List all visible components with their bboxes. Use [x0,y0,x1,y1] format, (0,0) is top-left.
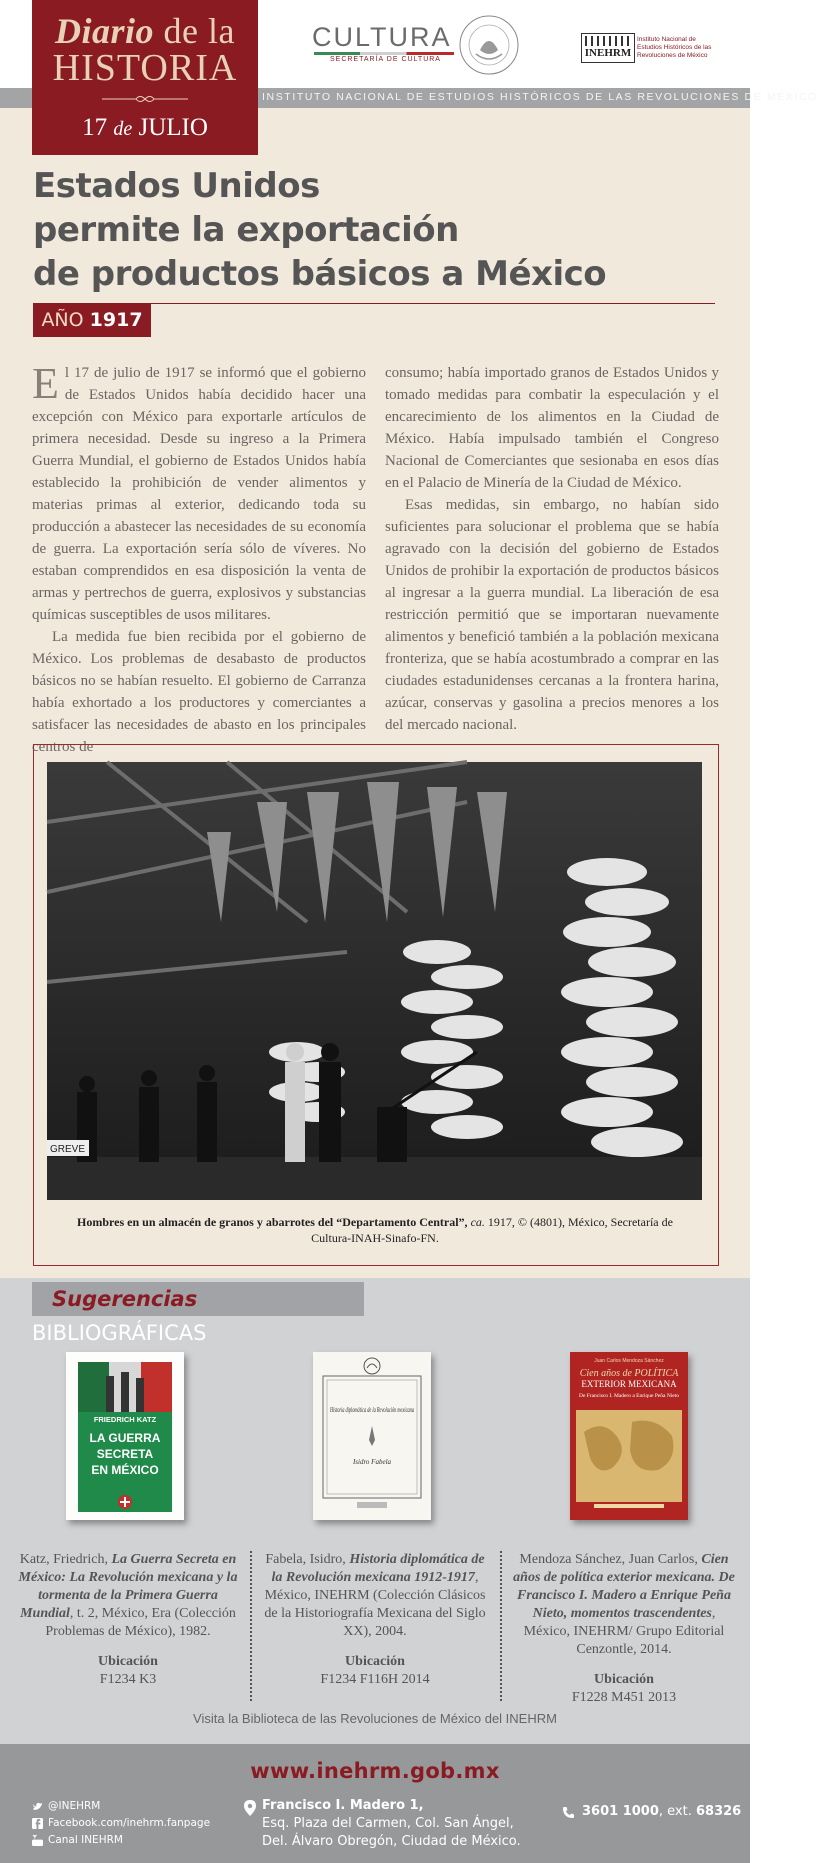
cultura-logo: CULTURA [312,22,452,52]
inehrm-logo [581,33,635,63]
cover-title-katz-2: SECRETA [96,1447,154,1461]
book-cover-mendoza [570,1352,688,1520]
caption-bold: Hombres en un almacén de granos y abarrotes del “Departamento Central”, [77,1215,468,1229]
bib-entry-fabela [264,1551,486,1689]
article-column-1 [32,359,366,758]
title-line-1: Estados Unidos [33,166,320,206]
divider-dotted-2 [500,1551,502,1701]
photo-caption [60,1214,690,1246]
bib-entry-katz [17,1551,239,1689]
youtube-icon [32,1835,43,1846]
cultura-subtitle: SECRETARÍA DE CULTURA [330,56,441,63]
cover-author-fabela: Isidro Fabela [352,1458,392,1466]
cover-subtitle-mendoza: De Francisco I. Madero a Enrique Peña Nieto [579,1394,680,1399]
cover-title-katz-1: LA GUERRA [89,1431,161,1445]
title-line-3: de productos básicos a México [33,254,607,294]
ornament-icon [102,94,188,104]
bib-location-label: Ubicación [98,1654,158,1669]
inehrm-full-name [637,36,711,60]
youtube-link[interactable] [32,1832,210,1849]
location-pin-icon [244,1800,256,1816]
badge-title-dela: de la [163,11,235,51]
twitter-icon [32,1801,43,1812]
bib-location: F1234 K3 [99,1672,157,1687]
suggestions-title [32,1282,364,1345]
bib-location-label: Ubicación [345,1654,405,1669]
columns-icon [585,36,631,46]
address-line-1: Francisco I. Madero 1, [262,1798,424,1813]
title-line-2: permite la exportación [33,210,459,250]
national-seal-icon [458,14,520,76]
cultura-tricolor-line [314,52,454,55]
phone-number [582,1804,741,1819]
inehrm-logo-text: INEHRM [584,47,632,59]
bib-rest: , México, INEHRM/ Grupo Editorial Cenzontle, 2014. [523,1606,725,1657]
bib-title: La Guerra Secreta en México: La Revolución mexicana y la tormenta de la Primera Guerra Mundial [18,1552,238,1621]
cover-author-katz: FRIEDRICH KATZ [93,1415,157,1424]
diario-badge [32,0,258,155]
paragraph-2: La medida fue bien recibida por el gobierno de México. Los problemas de desabasto de productos básicos no se habían resuelto. El gobierno de Carranza había exhortado a los productores y comerciantes a satisfacer las necesidades de abasto en los principales centros de [32,629,366,755]
address-line-3: Del. Álvaro Obregón, Ciudad de México. [262,1834,521,1849]
article-title [33,164,673,296]
library-visit-note: Visita la Biblioteca de las Revoluciones de México del INEHRM [193,1711,557,1726]
phone-ext-label: , ext. [658,1804,692,1819]
inehrm-line-3: Revoluciones de México [637,52,708,59]
badge-title-historia: HISTORIA [52,47,238,89]
divider-dotted-1 [250,1551,252,1701]
bib-author: Fabela, Isidro, [265,1552,346,1567]
bib-rest: , México, INEHRM (Colección Clásicos de la Historiografía Mexicana del Siglo XX), 2004. [264,1570,486,1639]
facebook-icon [32,1818,43,1829]
book-cover-fabela [313,1352,431,1520]
bib-location: F1228 M451 2013 [571,1690,677,1705]
bib-title: Historia diplomática de la Revolución mexicana 1912-1917 [271,1552,485,1585]
year-label: AÑO [41,309,84,331]
cover-author-mendoza: Juan Carlos Mendoza Sánchez [594,1358,664,1364]
address-line-2: Esq. Plaza del Carmen, Col. San Ángel, [262,1816,514,1831]
social-links [32,1798,210,1849]
inehrm-line-2: Estudios Históricos de las [637,44,712,51]
badge-month: JULIO [138,114,208,141]
badge-title-diario: Diario [55,11,155,51]
paragraph-1 [32,359,366,626]
badge-de: de [113,118,133,140]
cover-title-fabela: Historia diplomática de la Revolución mexicana [329,1406,415,1414]
website-link[interactable]: www.inehrm.gob.mx [250,1759,500,1783]
book-cover-katz [66,1352,184,1520]
footer [0,1744,750,1863]
youtube-channel: Canal INEHRM [48,1834,123,1846]
cover-title-mendoza-2: EXTERIOR MEXICANA [581,1379,677,1389]
bib-rest: , t. 2, México, Era (Colección Problemas de México), 1982. [45,1606,236,1639]
phone-icon [562,1806,575,1819]
facebook-link[interactable] [32,1815,210,1832]
institute-name: INSTITUTO NACIONAL DE ESTUDIOS HISTÓRICOS DE LAS REVOLUCIONES DE MÉXICO [262,91,818,103]
paragraph-1-text: l 17 de julio de 1917 se informó que el gobierno de Estados Unidos había decidido hacer una excepción con México para exportarle artículos de primera necesidad. Desde su ingreso a la Primera Guerra Mundial, el gobierno de Estados Unidos había establecido la prohibición de vender alimentos y materias primas al exterior, dedicando toda su producción a abastecer las necesidades de su economía de guerra. La exportación sería sólo de víveres. No estaban comprendidos en esa disposición la venta de armas y pertrechos de guerra, explosivos y substancias químicas susceptibles de usos militares. [32,365,366,623]
suggestions-title-a: Sugerencias [52,1287,198,1311]
drop-cap: E [32,359,59,408]
facebook-url: Facebook.com/inehrm.fanpage [48,1817,211,1829]
year-badge [33,303,151,337]
suggestions-title-b: BIBLIOGRÁFICAS [32,1321,207,1345]
phone-main: 3601 1000 [582,1804,659,1819]
photo-sign-text: GREVE [50,1144,86,1155]
cover-title-mendoza-1: Cien años de POLÍTICA [579,1368,679,1379]
address [262,1797,521,1851]
caption-ca: ca. [470,1215,485,1229]
bib-author: Mendoza Sánchez, Juan Carlos, [519,1552,698,1567]
cover-title-katz-3: EN MÉXICO [91,1463,159,1477]
bib-title: Cien años de política exterior mexicana. De Francisco I. Madero a Enrique Peña Nieto, momentos trascendentes [513,1552,735,1621]
twitter-handle: @INEHRM [48,1800,101,1812]
warehouse-photo [47,762,702,1200]
article-column-2 [385,362,719,736]
bib-location: F1234 F116H 2014 [320,1672,430,1687]
inehrm-line-1: Instituto Nacional de [637,36,696,43]
paragraph-4: Esas medidas, sin embargo, no habían sido suficientes para solucionar el problema que se había agravado con la decisión del gobierno de Estados Unidos de prohibir la exportación de productos básicos al ingresar a la guerra mundial. La liberación de esa restricción permitió que se importaran nuevamente alimentos y benefició también a la población mexicana fronteriza, que se había acostumbrado a comprar en las ciudades estadunidenses cercanas a la frontera harina, azúcar, conservas y gasolina a precios menores a los del mercado nacional. [385,497,719,733]
phone-ext: 68326 [696,1804,742,1819]
paragraph-3: consumo; había importado granos de Estados Unidos y tomado medidas para combatir la especulación y el encarecimiento de los alimentos en la Ciudad de México. Había impulsado también el Congreso Nacional de Comerciantes que sesionaba en esos días en el Palacio de Minería de la Ciudad de México. [385,365,719,491]
bib-location-label: Ubicación [594,1672,654,1687]
badge-date [32,114,258,142]
badge-day: 17 [82,114,108,141]
caption-rest: 1917, © (4801), México, Secretaría de Cultura-INAH-Sinafo-FN. [311,1215,673,1245]
twitter-link[interactable] [32,1798,210,1815]
year-value: 1917 [89,309,143,331]
bib-entry-mendoza [513,1551,735,1707]
bib-author: Katz, Friedrich, [19,1552,108,1567]
